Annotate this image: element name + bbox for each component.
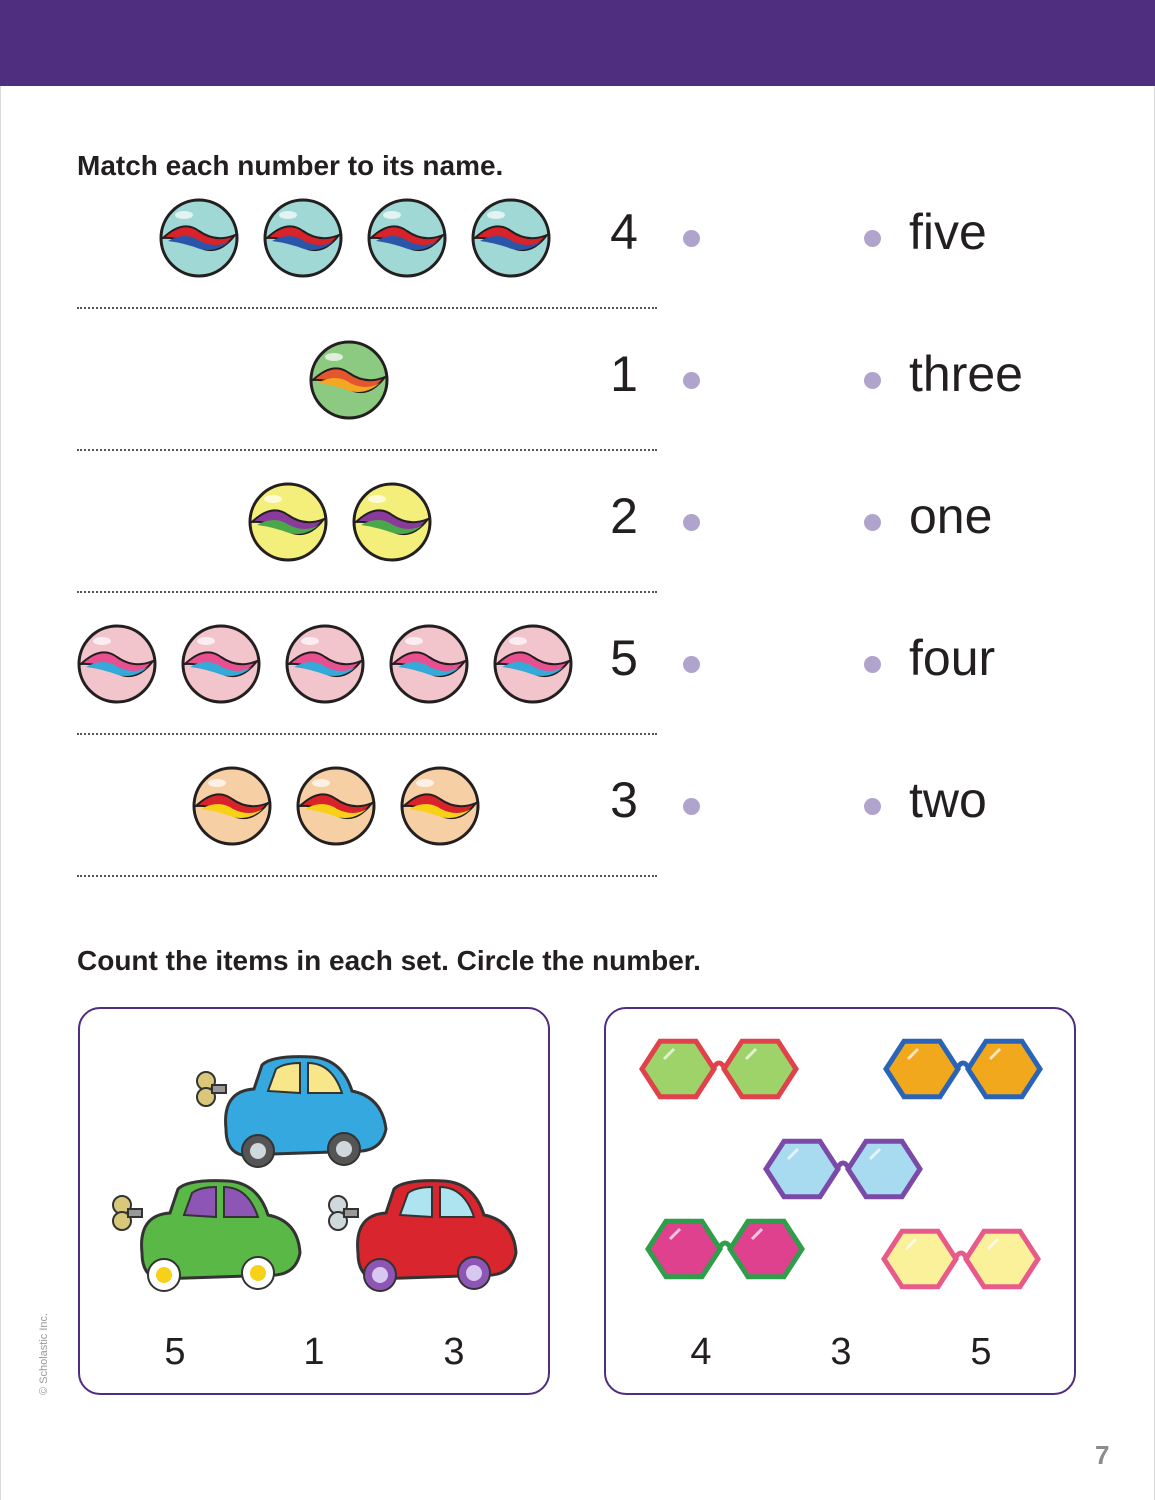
marble-icon <box>247 481 329 563</box>
marble-icon <box>308 339 390 421</box>
choice-number[interactable]: 5 <box>970 1331 992 1373</box>
number-word: three <box>909 346 1023 402</box>
hexagon-sunglasses-icon <box>634 1029 804 1109</box>
numeral-match-dot[interactable] <box>683 798 700 815</box>
marble-icon <box>351 481 433 563</box>
marble-icon <box>388 623 470 705</box>
marble-icon <box>492 623 574 705</box>
word-match-dot[interactable] <box>864 514 881 531</box>
choice-number[interactable]: 5 <box>164 1331 186 1373</box>
match-row <box>0 609 1155 751</box>
numeral-match-dot[interactable] <box>683 514 700 531</box>
match-row <box>0 467 1155 609</box>
match-instruction: Match each number to its name. <box>77 150 504 181</box>
row-divider <box>77 875 657 877</box>
wind-up-toy-car-icon <box>192 1051 392 1169</box>
marble-icon <box>180 623 262 705</box>
row-divider <box>77 307 657 309</box>
header-bar <box>0 0 1155 86</box>
count-set-sunglasses <box>604 1007 1076 1395</box>
page-number: 7 <box>1095 1440 1110 1470</box>
choice-number[interactable]: 4 <box>690 1331 712 1373</box>
car-blue <box>197 1057 386 1167</box>
marble-icon <box>158 197 240 279</box>
marble-icon <box>366 197 448 279</box>
marble-icon <box>399 765 481 847</box>
marble-icon <box>191 765 273 847</box>
count-instruction: Count the items in each set. Circle the number. <box>77 945 701 976</box>
numeral-match-dot[interactable] <box>683 656 700 673</box>
choice-number[interactable]: 3 <box>830 1331 852 1373</box>
hexagon-sunglasses-icon <box>640 1209 810 1289</box>
count-set-cars <box>78 1007 550 1395</box>
hexagon-sunglasses-icon <box>876 1219 1046 1299</box>
row-numeral: 1 <box>610 346 638 402</box>
choice-number[interactable]: 3 <box>443 1331 465 1373</box>
numeral-match-dot[interactable] <box>683 372 700 389</box>
marble-icon <box>262 197 344 279</box>
number-word: one <box>909 488 993 544</box>
row-divider <box>77 591 657 593</box>
row-numeral: 5 <box>610 630 638 686</box>
marble-icon <box>470 197 552 279</box>
row-divider <box>77 449 657 451</box>
word-match-dot[interactable] <box>864 230 881 247</box>
row-numeral: 4 <box>610 204 638 260</box>
marble-icon <box>295 765 377 847</box>
marble-icon <box>284 623 366 705</box>
hexagon-sunglasses-icon <box>758 1129 928 1209</box>
wind-up-toy-car-icon <box>108 1175 303 1293</box>
copyright-notice: © Scholastic Inc. <box>38 1312 50 1395</box>
row-numeral: 2 <box>610 488 638 544</box>
match-row <box>0 183 1155 325</box>
choice-number[interactable]: 1 <box>303 1331 325 1373</box>
marble-icon <box>76 623 158 705</box>
number-word: two <box>909 772 987 828</box>
row-numeral: 3 <box>610 772 638 828</box>
row-divider <box>77 733 657 735</box>
word-match-dot[interactable] <box>864 798 881 815</box>
word-match-dot[interactable] <box>864 656 881 673</box>
hexagon-sunglasses-icon <box>878 1029 1048 1109</box>
match-row <box>0 751 1155 893</box>
wind-up-toy-car-icon <box>324 1175 519 1293</box>
match-row <box>0 325 1155 467</box>
word-match-dot[interactable] <box>864 372 881 389</box>
number-word: four <box>909 630 996 686</box>
number-word: five <box>909 204 987 260</box>
numeral-match-dot[interactable] <box>683 230 700 247</box>
